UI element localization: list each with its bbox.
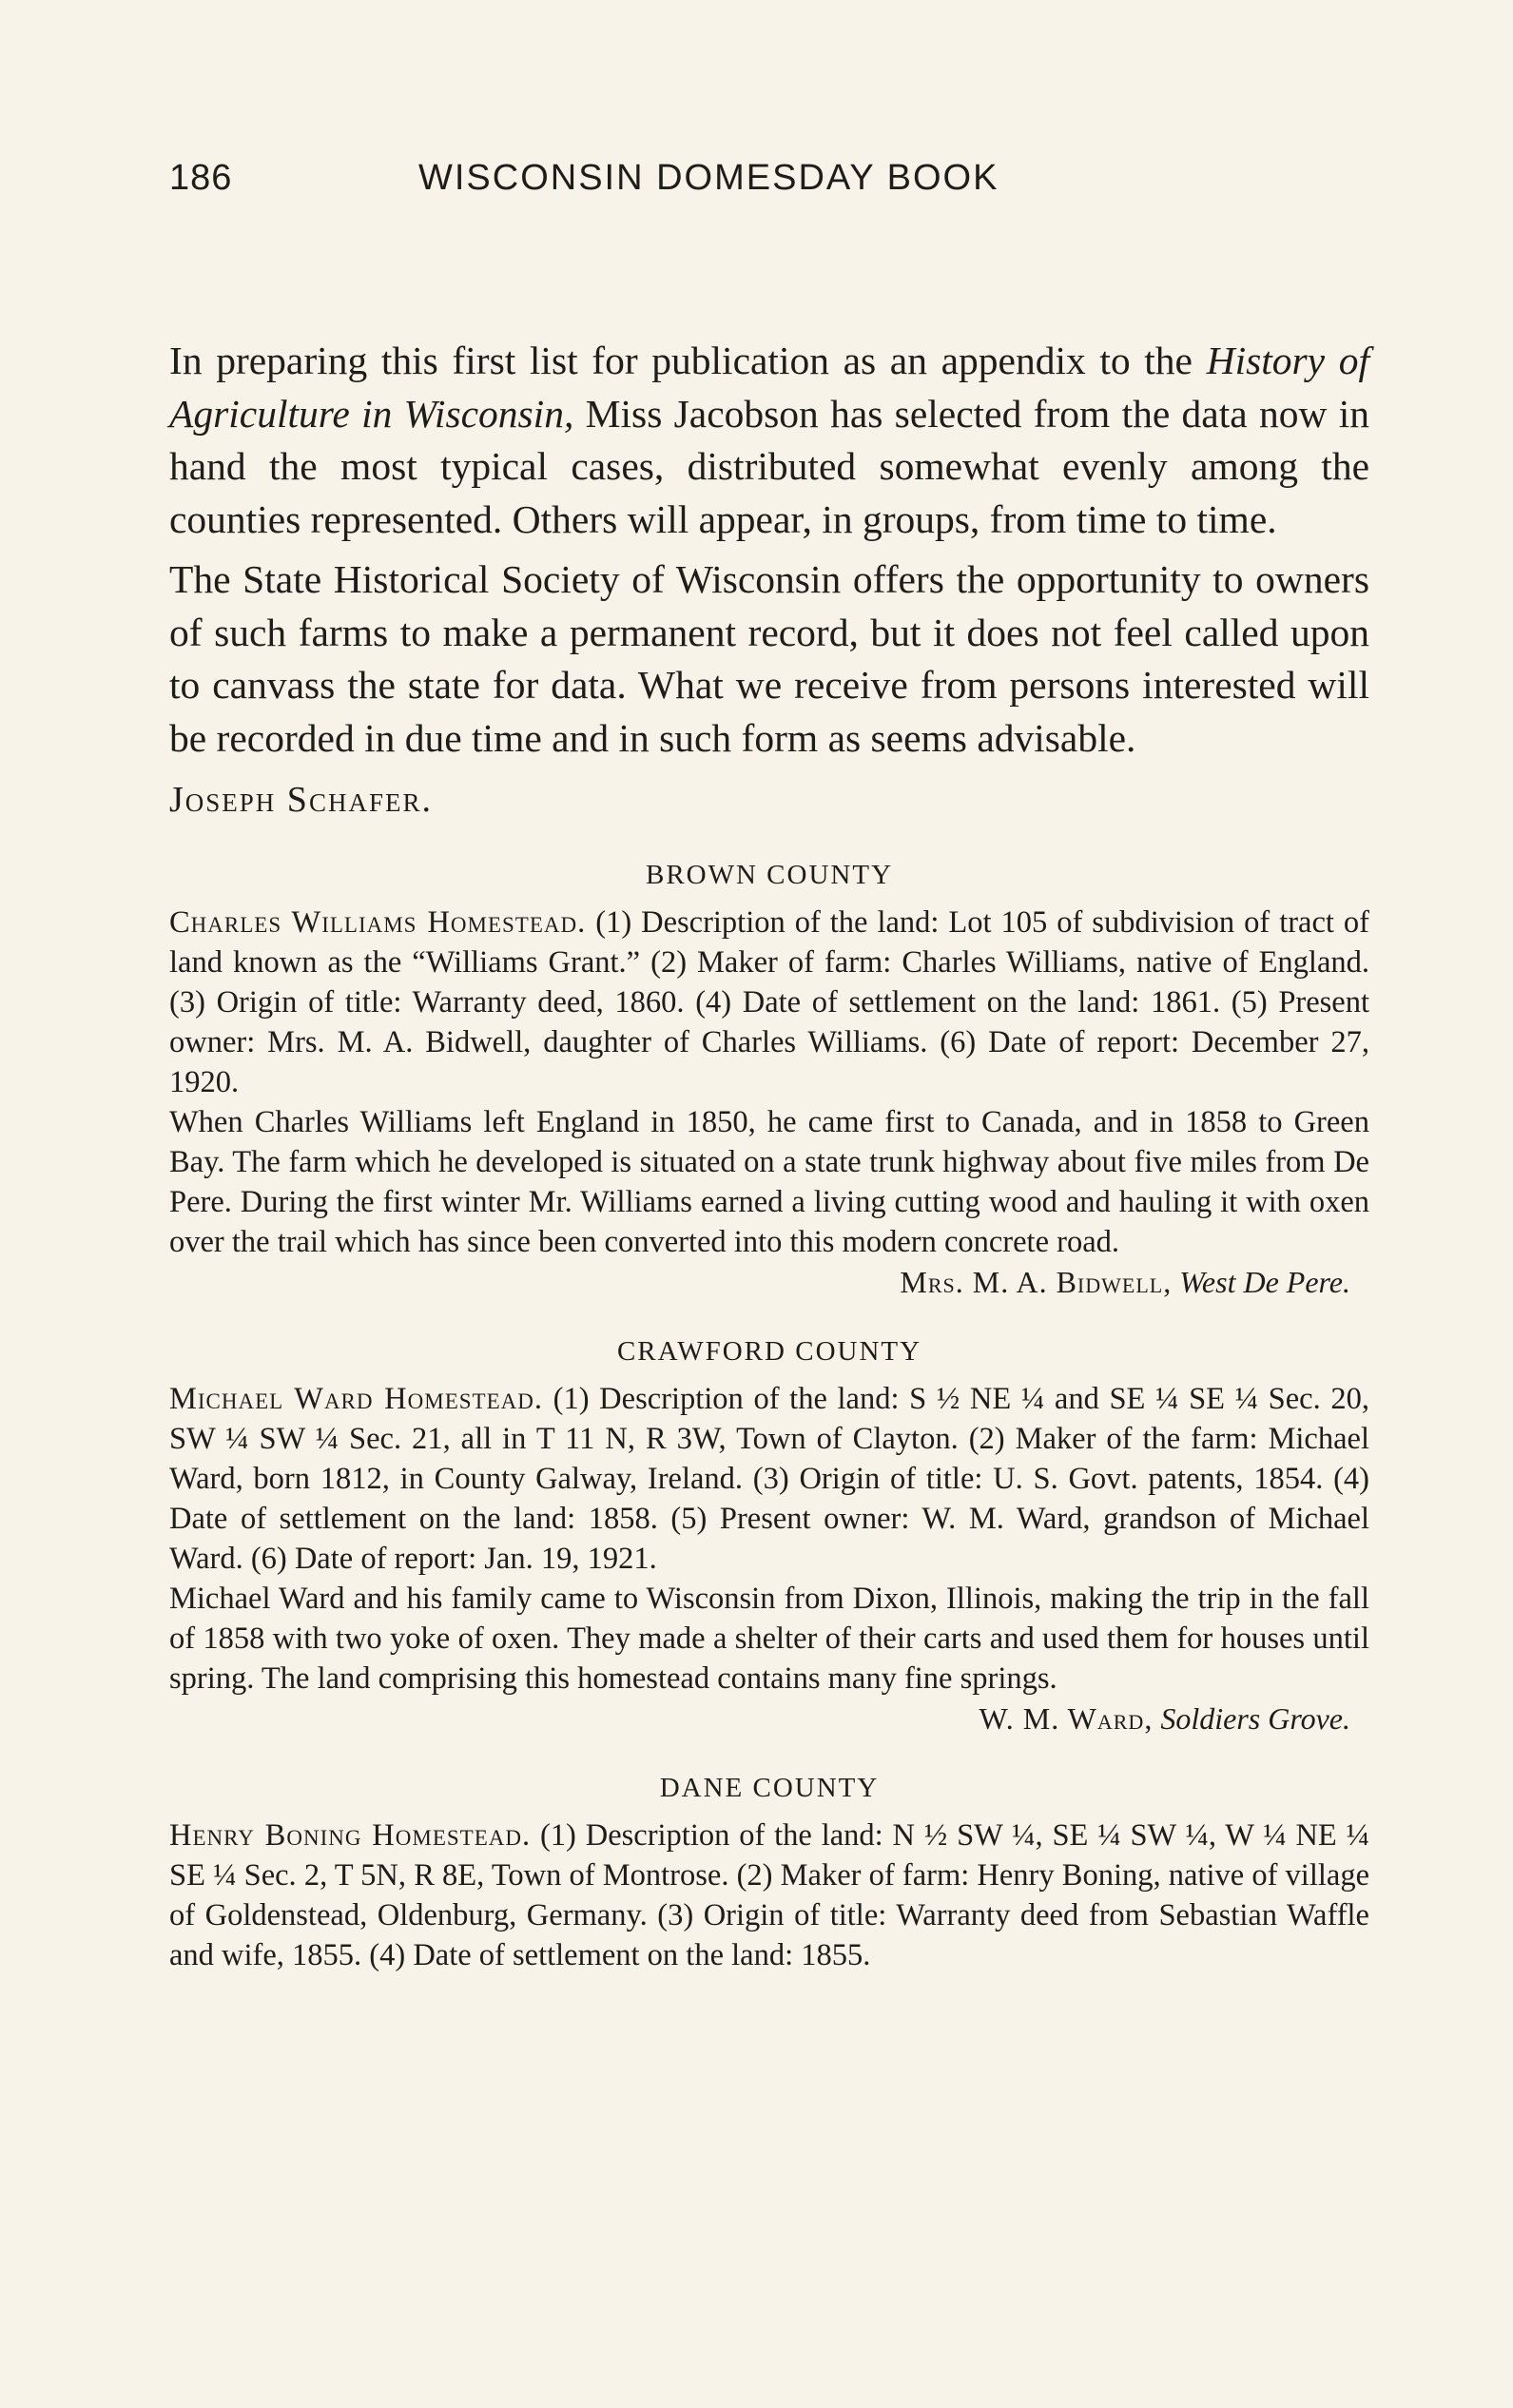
reporter-brown <box>169 1262 1369 1302</box>
homestead-name: Michael Ward Homestead. <box>169 1381 543 1416</box>
reporter-place: West De Pere. <box>1179 1264 1350 1299</box>
book-title: WISCONSIN DOMESDAY BOOK <box>418 158 999 198</box>
county-heading-crawford: CRAWFORD COUNTY <box>616 1335 922 1367</box>
entry-crawford <box>169 1379 1369 1699</box>
entry-description <box>169 903 1369 1102</box>
description-text: (1) Description of the land: N ½ SW ¼, SE ¼ SW ¼, W ¼ NE ¼ SE ¼ Sec. 2, T 5N, R 8E, Town of Montrose. (2) Maker of farm: Henry Boning, native of village of Goldenstead, Oldenburg, Germany. (3) Origin of title: Warranty deed from Sebastian Waffle and wife, 1855. (4) Date of settlement on the land: 1855. <box>169 1817 1369 1972</box>
county-heading-dane: DANE COUNTY <box>659 1772 880 1803</box>
entry-narrative: Michael Ward and his family came to Wisconsin from Dixon, Illinois, making the trip in the fall of 1858 with two yoke of oxen. They made a shelter of their carts and used them for houses until spring. The land comprising this homestead contains many fine springs. <box>169 1581 1369 1696</box>
book-page <box>169 143 1369 1975</box>
description-text: (1) Description of the land: S ½ NE ¼ and SE ¼ SE ¼ Sec. 20, SW ¼ SW ¼ Sec. 21, all in T 11 N, R 3W, Town of Clayton. (2) Maker of the farm: Michael Ward, born 1812, in County Galway, Ireland. (3) Origin of title: U. S. Govt. patents, 1854. (4) Date of settlement on the land: 1858. (5) Present owner: W. M. Ward, grandson of Michael Ward. (6) Date of report: Jan. 19, 1921. <box>169 1381 1369 1576</box>
running-head <box>169 143 1369 219</box>
reporter-name: W. M. Ward, <box>979 1700 1154 1736</box>
description-text: (1) Description of the land: Lot 105 of subdivision of tract of land known as the “Williams Grant.” (2) Maker of farm: Charles Williams, native of England. (3) Origin of title: Warranty deed, 1860. (4) Date of settlement on the land: 1861. (5) Present owner: Mrs. M. A. Bidwell, daughter of Charles Williams. (6) Date of report: December 27, 1920. <box>169 904 1369 1099</box>
page-number: 186 <box>169 158 233 198</box>
homestead-name: Henry Boning Homestead. <box>169 1817 532 1853</box>
entry-dane <box>169 1816 1369 1975</box>
reporter-crawford <box>169 1699 1369 1738</box>
homestead-name: Charles Williams Homestead. <box>169 904 587 940</box>
book-reference: History of Agriculture in Wisconsin, <box>169 339 1370 436</box>
entry-brown <box>169 903 1369 1262</box>
intro-paragraph-2: The State Historical Society of Wisconsin offers the opportunity to owners of such farms to make a permanent record, but it does not feel called upon to canvass the state for data. What we receive from persons interested will be recorded in due time and in such form as seems advisable. <box>169 557 1369 760</box>
county-heading-brown: BROWN COUNTY <box>645 859 894 890</box>
intro-paragraph-1 <box>169 335 1369 546</box>
entry-description <box>169 1816 1369 1975</box>
entry-narrative: When Charles Williams left England in 1850, he came first to Canada, and in 1858 to Green Bay. The farm which he developed is situated on a state trunk highway about five miles from De Pere. During the first winter Mr. Williams earned a living cutting wood and hauling it with oxen over the trail which has since been converted into this modern concrete road. <box>169 1104 1369 1259</box>
author-signature: Joseph Schafer. <box>169 780 433 820</box>
intro-text: Miss Jacobson has selected from the data now in hand the most typical cases, distributed somewhat evenly among the counties represented. Others will appear, in groups, from time to time. <box>169 391 1369 541</box>
intro-text: In preparing this first list for publication as an appendix to the <box>169 339 1207 382</box>
reporter-place: Soldiers Grove. <box>1160 1700 1350 1736</box>
entry-description <box>169 1379 1369 1579</box>
reporter-name: Mrs. M. A. Bidwell, <box>900 1264 1173 1299</box>
introduction <box>169 335 1369 827</box>
